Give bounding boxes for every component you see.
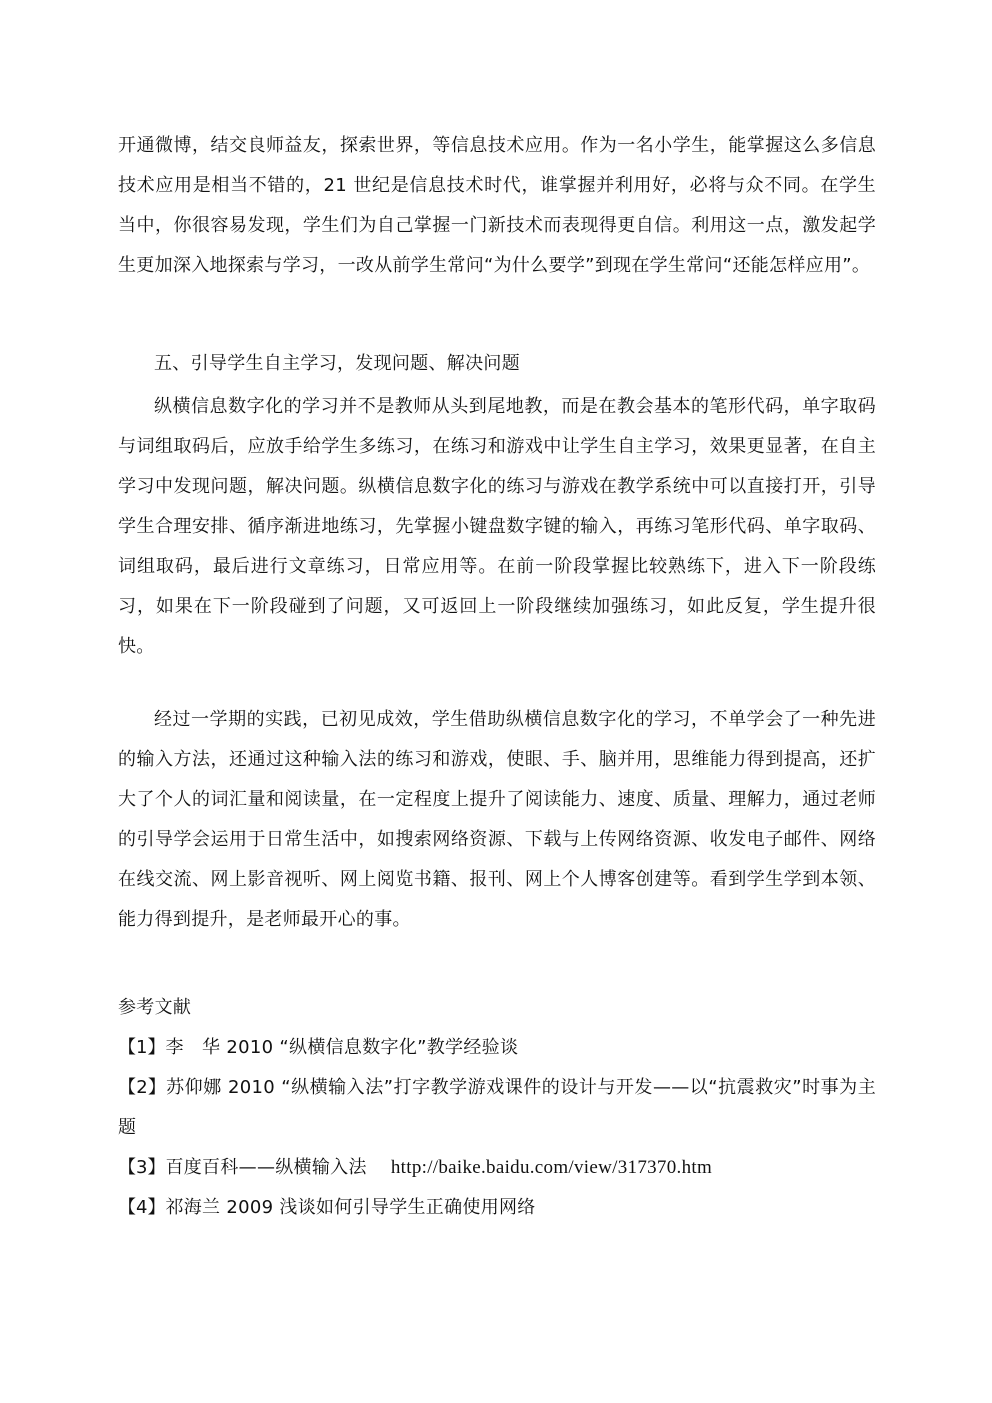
references-title: 参考文献 <box>118 997 192 1018</box>
reference-text: 李 华 2010 “纵横信息数字化”教学经验谈 <box>165 1037 519 1058</box>
reference-item <box>118 1188 876 1228</box>
reference-item <box>118 1068 876 1148</box>
body-paragraph-3 <box>118 700 876 940</box>
reference-number: 【4】 <box>118 1197 166 1218</box>
reference-text: 祁海兰 2009 浅谈如何引导学生正确使用网络 <box>165 1197 536 1218</box>
paragraph-text: 纵横信息数字化的学习并不是教师从头到尾地教，而是在教会基本的笔形代码，单字取码与词组取码后，应放手给学生多练习，在练习和游戏中让学生自主学习，效果更显著，在自主学习中发现问题，解决问题。纵横信息数字化的练习与游戏在教学系统中可以直接打开，引导学生合理安排、循序渐进地练习，先掌握小键盘数字键的输入，再练习笔形代码、单字取码、词组取码，最后进行文章练习，日常应用等。在前一阶段掌握比较熟练下，进入下一阶段练习，如果在下一阶段碰到了问题，又可返回上一阶段继续加强练习，如此反复，学生提升很快。 <box>118 396 876 657</box>
paragraph-text: 经过一学期的实践，已初见成效，学生借助纵横信息数字化的学习，不单学会了一种先进的输入方法，还通过这种输入法的练习和游戏，使眼、手、脑并用，思维能力得到提高，还扩大了个人的词汇量和阅读量，在一定程度上提升了阅读能力、速度、质量、理解力，通过老师的引导学会运用于日常生活中，如搜索网络资源、下载与上传网络资源、收发电子邮件、网络在线交流、网上影音视听、网上阅览书籍、报刊、网上个人博客创建等。看到学生学到本领、能力得到提升，是老师最开心的事。 <box>118 709 876 930</box>
reference-url[interactable]: http://baike.baidu.com/view/317370.htm <box>390 1157 713 1178</box>
body-paragraph-1 <box>118 126 876 286</box>
reference-text: 苏仰娜 2010 “纵横输入法”打字教学游戏课件的设计与开发——以“抗震救灾”时事为主题 <box>118 1077 877 1138</box>
reference-item <box>118 1028 876 1068</box>
section-heading-5 <box>118 344 876 384</box>
reference-number: 【3】 <box>118 1157 166 1178</box>
paragraph-text: 开通微博，结交良师益友，探索世界，等信息技术应用。作为一名小学生，能掌握这么多信息技术应用是相当不错的，21 世纪是信息技术时代，谁掌握并利用好，必将与众不同。在学生当中，你很容易发现，学生们为自己掌握一门新技术而表现得更自信。利用这一点，激发起学生更加深入地探索与学习，一改从前学生常问“为什么要学”到现在学生常问“还能怎样应用”。 <box>118 135 876 276</box>
references-section <box>118 988 876 1228</box>
reference-text: 百度百科——纵横输入法 <box>165 1157 367 1178</box>
body-paragraph-2 <box>118 387 876 667</box>
reference-number: 【1】 <box>118 1037 166 1058</box>
reference-item <box>118 1148 876 1188</box>
reference-number: 【2】 <box>118 1077 167 1098</box>
section-heading-text: 五、引导学生自主学习，发现问题、解决问题 <box>154 353 520 374</box>
